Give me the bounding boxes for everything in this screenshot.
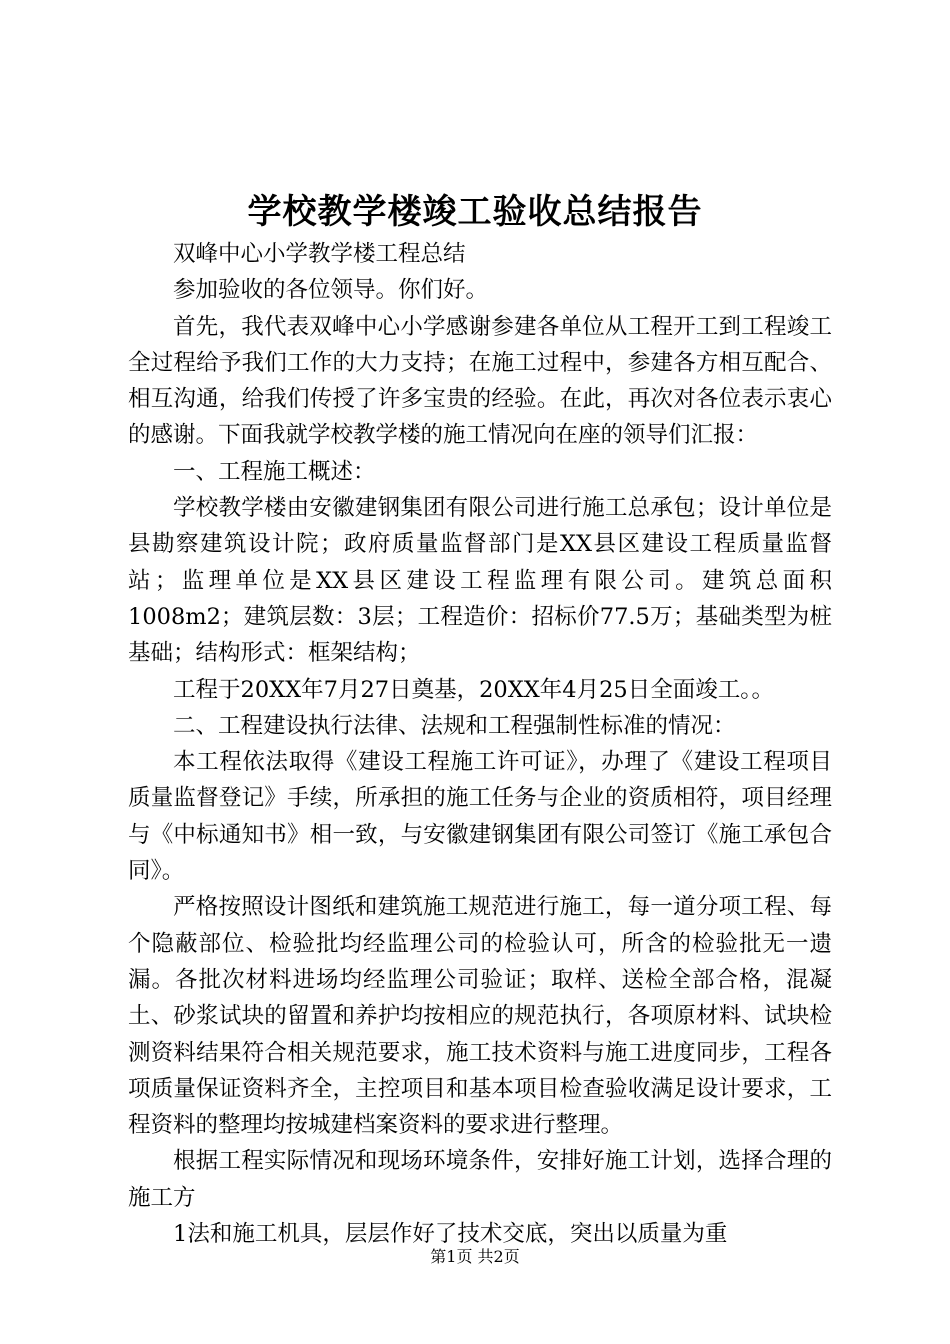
paragraph: 工程于20XX年7月27日奠基，20XX年4月25日全面竣工。。 bbox=[173, 676, 774, 703]
paragraph: 参加验收的各位领导。你们好。 bbox=[173, 277, 489, 304]
paragraph: 根据工程实际情况和现场环境条件，安排好施工计划，选择合理的施工方 bbox=[128, 1148, 832, 1211]
page-number-footer: 第1页 共2页 bbox=[430, 1247, 520, 1266]
paragraph: 首先，我代表双峰中心小学感谢参建各单位从工程开工到工程竣工全过程给予我们工作的大力支持；在施工过程中，参建各方相互配合、相互沟通，给我们传授了许多宝贵的经验。在此，再次对各位表示衷心的感谢。下面我就学校教学楼的施工情况向在座的领导们汇报： bbox=[128, 313, 832, 449]
paragraph: 双峰中心小学教学楼工程总结 bbox=[173, 241, 466, 267]
paragraph: 学校教学楼由安徽建钢集团有限公司进行施工总承包；设计单位是县勘察建筑设计院；政府质量监督部门是XX县区建设工程质量监督站；监理单位是XX县区建设工程监理有限公司。建筑总面积1008m2；建筑层数：3层；工程造价：招标价77.5万；基础类型为桩基础；结构形式：框架结构； bbox=[128, 495, 832, 667]
paragraph: 本工程依法取得《建设工程施工许可证》，办理了《建设工程项目质量监督登记》手续，所承担的施工任务与企业的资质相符，项目经理与《中标通知书》相一致，与安徽建钢集团有限公司签订《施工承包合同》。 bbox=[128, 749, 832, 885]
paragraph: 二、工程建设执行法律、法规和工程强制性标准的情况： bbox=[173, 712, 736, 739]
paragraph: 严格按照设计图纸和建筑施工规范进行施工，每一道分项工程、每个隐蔽部位、检验批均经监理公司的检验认可，所含的检验批无一遗漏。各批次材料进场均经监理公司验证；取样、送检全部合格，混凝土、砂浆试块的留置和养护均按相应的规范执行，各项原材料、试块检测资料结果符合相关规范要求，施工技术资料与施工进度同步，工程各项质量保证资料齐全，主控项目和基本项目检查验收满足设计要求，工程资料的整理均按城建档案资料的要求进行整理。 bbox=[128, 894, 832, 1139]
paragraph: 1法和施工机具，层层作好了技术交底，突出以质量为重 bbox=[173, 1221, 728, 1248]
document-title: 学校教学楼竣工验收总结报告 bbox=[247, 192, 703, 232]
paragraph: 一、工程施工概述： bbox=[173, 458, 376, 485]
document-body bbox=[128, 236, 832, 1252]
